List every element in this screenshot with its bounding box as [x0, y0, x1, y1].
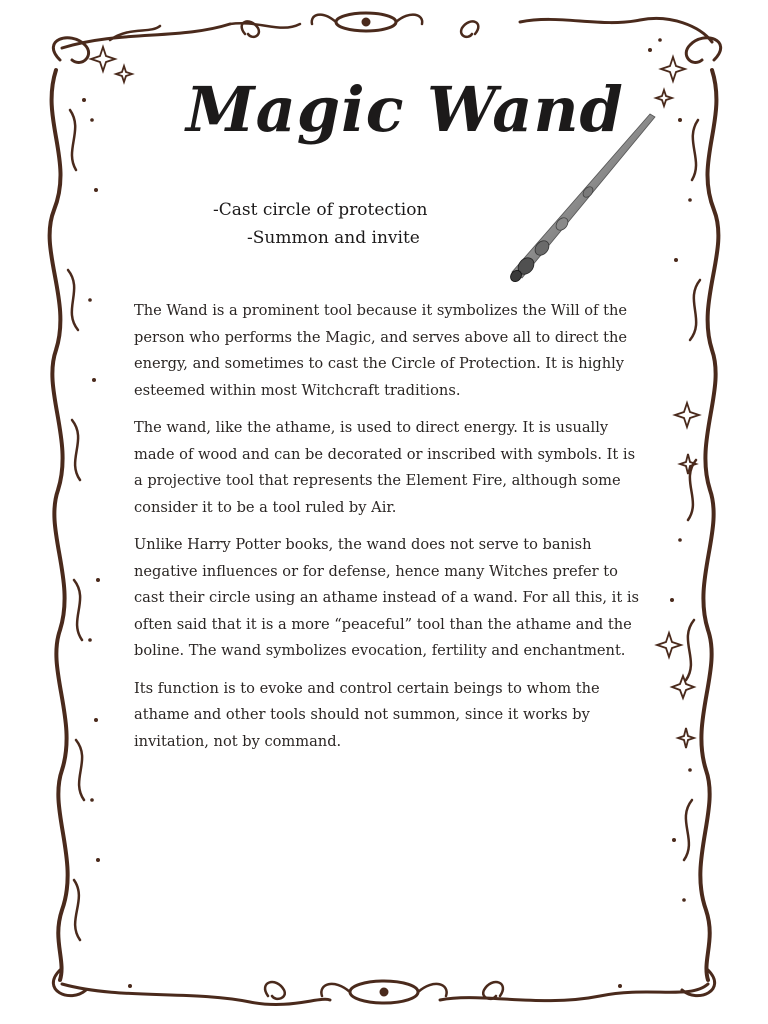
page-title: Magic Wand: [186, 73, 624, 146]
paragraph-4: Its function is to evoke and control certain beings to whom the athame and other tools should not summon, since it works by invitation, not by command.: [134, 679, 600, 750]
paragraph-3: Unlike Harry Potter books, the wand does not serve to banish negative influences or for defense, hence many Witches prefer to cast their circle using an athame instead of a wand. For all this, it is often said that it is a more “peaceful” tool than the athame and the boline. The wand symbolizes evocation, fertility and enchantment.: [134, 536, 639, 659]
paragraph-2: The wand, like the athame, is used to direct energy. It is usually made of wood and can be decorated or inscribed with symbols. It is a projective tool that represents the Element Fire, although some consider it to be a tool ruled by Air.: [134, 419, 636, 516]
paragraph-1: The Wand is a prominent tool because it symbolizes the Will of the person who performs the Magic, and serves above all to direct the energy, and sometimes to cast the Circle of Protection. It is highly esteemed within most Witchcraft traditions.: [134, 302, 628, 399]
subtitle-line-1: -Cast circle of protection: [213, 200, 428, 220]
body-text: [134, 298, 640, 766]
subtitle-line-2: -Summon and invite: [247, 228, 420, 248]
wand-icon: [500, 108, 660, 288]
